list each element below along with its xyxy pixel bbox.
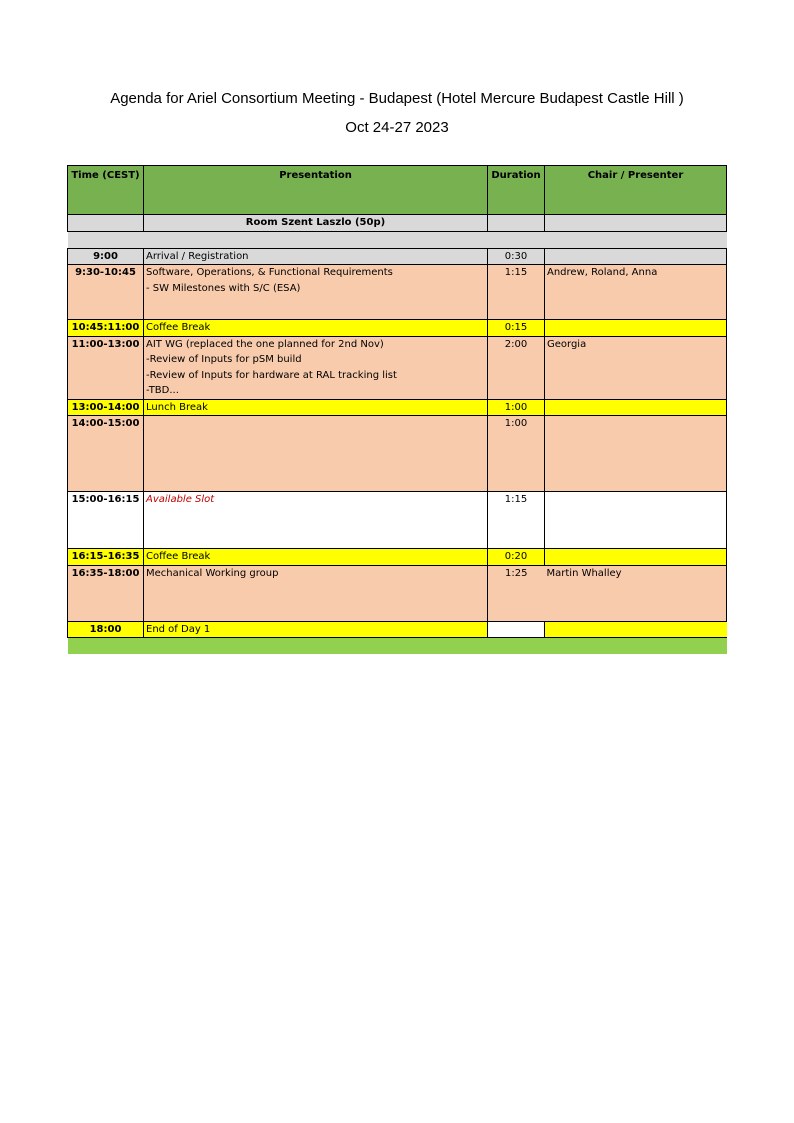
row-presentation bbox=[144, 492, 488, 549]
row-presentation: Lunch Break bbox=[144, 399, 488, 416]
spacer-row bbox=[68, 231, 727, 248]
row-duration: 0:30 bbox=[488, 248, 545, 265]
table-row bbox=[68, 399, 727, 416]
row-duration: 1:25 bbox=[488, 565, 545, 621]
row-chair bbox=[545, 549, 727, 566]
row-duration: 0:15 bbox=[488, 320, 545, 337]
row-time: 9:00 bbox=[68, 248, 144, 265]
row-time: 13:00-14:00 bbox=[68, 399, 144, 416]
row-chair bbox=[545, 416, 727, 492]
row-presentation: Arrival / Registration bbox=[144, 248, 488, 265]
row-presentation: Coffee Break bbox=[144, 549, 488, 566]
room-name: Room Szent Laszlo (50p) bbox=[144, 215, 488, 232]
table-row bbox=[68, 416, 727, 492]
row-presentation: AIT WG (replaced the one planned for 2nd Nov) -Review of Inputs for pSM build -Review of Inputs for hardware at RAL tracking list -TBD... bbox=[144, 336, 488, 399]
row-chair: Georgia bbox=[545, 336, 727, 399]
row-presentation: Mechanical Working group bbox=[144, 565, 488, 621]
row-presentation bbox=[144, 416, 488, 492]
row-presentation: Software, Operations, & Functional Requirements - SW Milestones with S/C (ESA) bbox=[144, 265, 488, 320]
available-slot: Available Slot bbox=[146, 494, 215, 505]
footer-bar bbox=[68, 638, 727, 655]
table-row bbox=[68, 621, 727, 638]
row-duration: 1:15 bbox=[488, 492, 545, 549]
header-presentation: Presentation bbox=[144, 166, 488, 215]
row-chair: Martin Whalley bbox=[545, 565, 727, 621]
row-duration: 0:20 bbox=[488, 549, 545, 566]
agenda-date: Oct 24-27 2023 bbox=[345, 119, 449, 136]
row-time: 16:15-16:35 bbox=[68, 549, 144, 566]
agenda-title: Agenda for Ariel Consortium Meeting - Budapest (Hotel Mercure Budapest Castle Hill ) bbox=[110, 90, 684, 107]
row-chair bbox=[545, 399, 727, 416]
table-row bbox=[68, 265, 727, 320]
row-chair: Andrew, Roland, Anna bbox=[545, 265, 727, 320]
table-row bbox=[68, 565, 727, 621]
agenda-table bbox=[67, 165, 727, 654]
header-row bbox=[68, 166, 727, 215]
row-time: 10:45:11:00 bbox=[68, 320, 144, 337]
row-time: 15:00-16:15 bbox=[68, 492, 144, 549]
row-chair bbox=[545, 320, 727, 337]
table-row bbox=[68, 248, 727, 265]
header-time: Time (CEST) bbox=[68, 166, 144, 215]
row-chair bbox=[545, 621, 727, 638]
header-duration: Duration bbox=[488, 166, 545, 215]
row-time: 18:00 bbox=[68, 621, 144, 638]
row-chair bbox=[545, 492, 727, 549]
header-chair: Chair / Presenter bbox=[545, 166, 727, 215]
row-time: 9:30-10:45 bbox=[68, 265, 144, 320]
table-row bbox=[68, 492, 727, 549]
row-duration bbox=[488, 621, 545, 638]
row-presentation: End of Day 1 bbox=[144, 621, 488, 638]
row-time: 14:00-15:00 bbox=[68, 416, 144, 492]
row-chair bbox=[545, 248, 727, 265]
row-time: 16:35-18:00 bbox=[68, 565, 144, 621]
table-row bbox=[68, 336, 727, 399]
table-row bbox=[68, 320, 727, 337]
row-duration: 1:00 bbox=[488, 416, 545, 492]
row-duration: 1:15 bbox=[488, 265, 545, 320]
row-time: 11:00-13:00 bbox=[68, 336, 144, 399]
row-duration: 2:00 bbox=[488, 336, 545, 399]
row-presentation: Coffee Break bbox=[144, 320, 488, 337]
room-row bbox=[68, 215, 727, 232]
row-duration: 1:00 bbox=[488, 399, 545, 416]
table-row bbox=[68, 549, 727, 566]
